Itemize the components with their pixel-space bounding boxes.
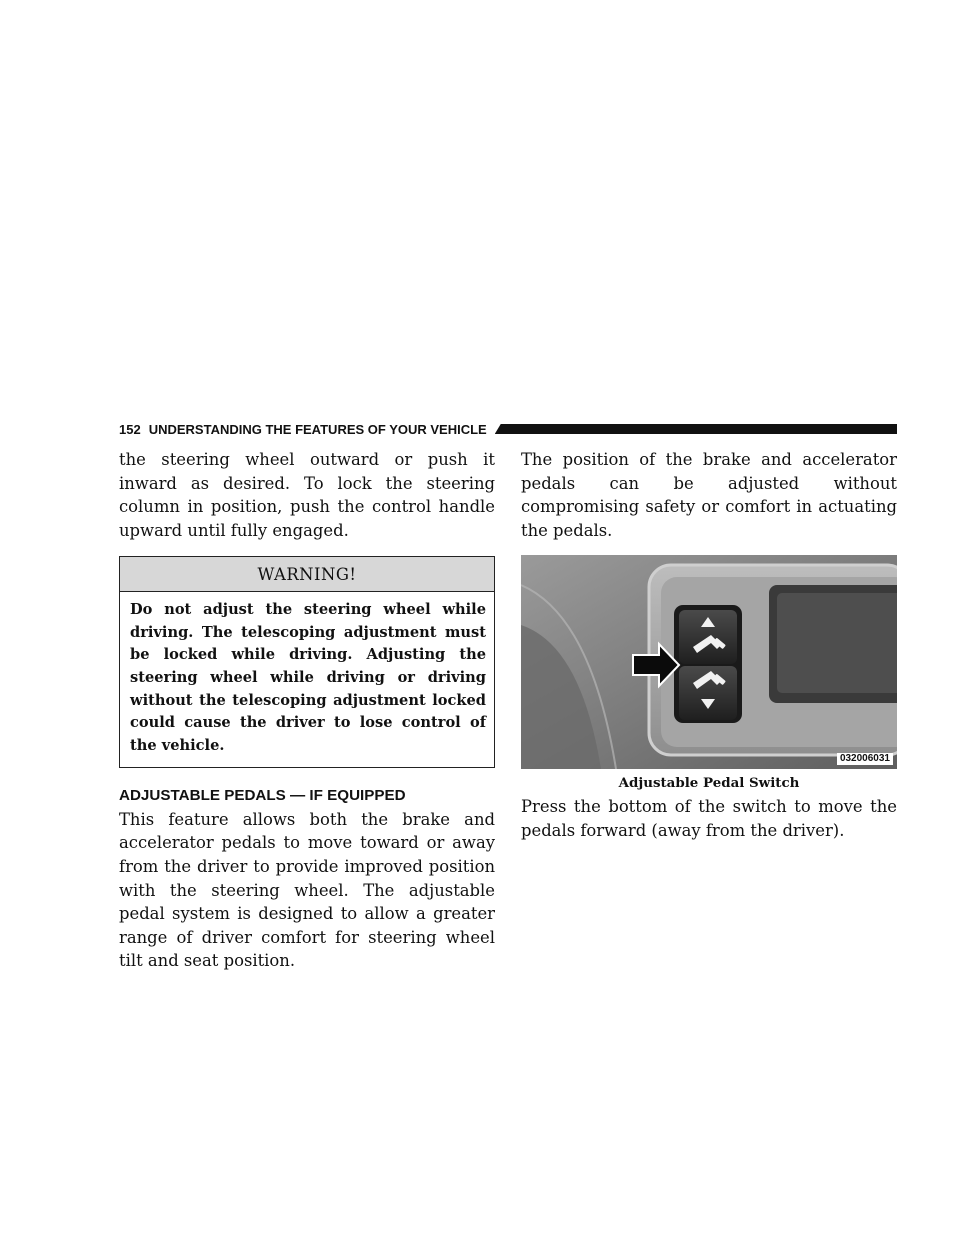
right-column <box>521 448 897 843</box>
left-column <box>119 448 495 973</box>
pedal-switch-illustration <box>521 555 897 769</box>
page-header <box>119 419 897 439</box>
intro-paragraph: the steering wheel outward or push it inward as desired. To lock the steering column in position, push the control handle upward until fully engaged. <box>119 450 495 540</box>
figure-id: 032006031 <box>837 753 893 765</box>
warning-title: WARNING! <box>120 557 494 592</box>
pedal-switch-photo <box>521 555 897 769</box>
warning-body: Do not adjust the steering wheel while driving. The telescoping adjustment must be locked while driving. Adjusting the steering wheel while driving or driving without the telescoping adjustment locked could cause the driver to lose control of the vehicle. <box>130 600 486 755</box>
page-number: 152 <box>119 421 141 437</box>
warning-box <box>119 556 495 768</box>
press-switch-paragraph: Press the bottom of the switch to move the pedals forward (away from the driver). <box>521 797 897 840</box>
pedal-position-paragraph: The position of the brake and accelerator pedals can be adjusted without compromising safety or comfort in actuating the pedals. <box>521 450 897 540</box>
section-heading: ADJUSTABLE PEDALS — IF EQUIPPED <box>119 786 406 804</box>
header-rule <box>495 424 897 434</box>
section-paragraph: This feature allows both the brake and accelerator pedals to move toward or away from the driver to provide improved position with the steering wheel. The adjustable pedal system is designed to allow a greater range of driver comfort for steering wheel tilt and seat position. <box>119 809 495 971</box>
section-title: UNDERSTANDING THE FEATURES OF YOUR VEHICLE <box>148 421 487 437</box>
figure-caption: Adjustable Pedal Switch <box>618 775 800 792</box>
